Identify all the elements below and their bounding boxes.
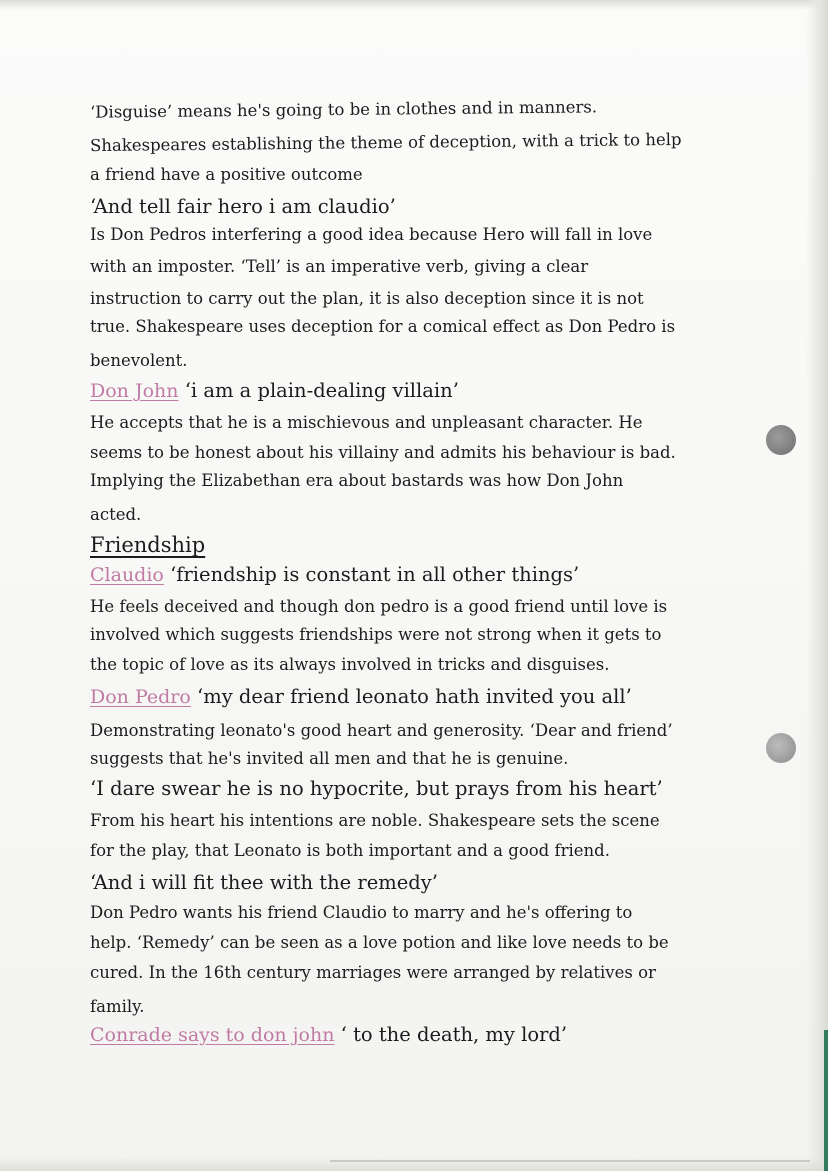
character-quote-don-john — [90, 380, 459, 402]
character-quote-conrade — [90, 1024, 567, 1046]
character-name: Conrade says to don john — [90, 1024, 335, 1046]
paragraph-line: From his heart his intentions are noble. Shakespeare sets the scene — [90, 811, 660, 830]
paragraph-line: true. Shakespeare uses deception for a comical effect as Don Pedro is — [90, 317, 676, 336]
character-name: Don John — [90, 380, 179, 402]
quote-text: ‘ to the death, my lord’ — [340, 1023, 568, 1046]
punch-hole-icon — [766, 733, 796, 763]
paragraph-line: for the play, that Leonato is both important and a good friend. — [90, 841, 610, 860]
paragraph-line: benevolent. — [90, 351, 188, 370]
punch-hole-icon — [766, 425, 796, 455]
paragraph-line: acted. — [90, 505, 142, 524]
character-name: Claudio — [90, 564, 164, 586]
quote-text: ‘friendship is constant in all other things’ — [170, 563, 580, 586]
character-quote-claudio — [90, 564, 579, 586]
character-quote-don-pedro — [90, 686, 632, 708]
quote-text: ‘i am a plain-dealing villain’ — [184, 379, 459, 402]
paragraph-line: ‘Disguise’ means he's going to be in clothes and in manners. — [89, 97, 598, 122]
quote-line: ‘And i will fit thee with the remedy’ — [90, 871, 439, 894]
paragraph-line: the topic of love as its always involved in tricks and disguises. — [90, 655, 610, 674]
bottom-rule — [330, 1160, 810, 1162]
paragraph-line: Shakespeares establishing the theme of deception, with a trick to help — [89, 129, 682, 156]
paragraph-line: He feels deceived and though don pedro is a good friend until love is — [90, 597, 668, 616]
paragraph-line: seems to be honest about his villainy and admits his behaviour is bad. — [90, 443, 676, 462]
green-edge-stripe — [824, 1030, 828, 1171]
paragraph-line: He accepts that he is a mischievous and unpleasant character. He — [90, 413, 643, 432]
paragraph-line: involved which suggests friendships were not strong when it gets to — [90, 625, 662, 644]
paragraph-line: Don Pedro wants his friend Claudio to marry and he's offering to — [90, 903, 633, 922]
character-name: Don Pedro — [90, 686, 191, 708]
paragraph-line: suggests that he's invited all men and that he is genuine. — [90, 749, 569, 768]
paragraph-line: cured. In the 16th century marriages were arranged by relatives or — [90, 963, 656, 982]
section-heading: Friendship — [90, 533, 206, 557]
quote-line: ‘I dare swear he is no hypocrite, but prays from his heart’ — [90, 777, 663, 800]
paragraph-line: a friend have a positive outcome — [90, 165, 363, 184]
paper-right-edge — [806, 0, 828, 1171]
paragraph-line: Implying the Elizabethan era about bastards was how Don John — [90, 471, 624, 490]
quote-line: ‘And tell fair hero i am claudio’ — [90, 195, 396, 218]
paragraph-line: with an imposter. ‘Tell’ is an imperative verb, giving a clear — [90, 257, 589, 276]
paragraph-line: Is Don Pedros interfering a good idea because Hero will fall in love — [90, 225, 653, 244]
paper-top-shadow — [0, 0, 828, 10]
paragraph-line: Demonstrating leonato's good heart and generosity. ‘Dear and friend’ — [90, 721, 673, 740]
paragraph-line: instruction to carry out the plan, it is also deception since it is not — [90, 289, 644, 308]
quote-text: ‘my dear friend leonato hath invited you all’ — [197, 685, 632, 708]
paragraph-line: family. — [90, 997, 145, 1016]
paragraph-line: help. ‘Remedy’ can be seen as a love potion and like love needs to be — [90, 933, 669, 952]
